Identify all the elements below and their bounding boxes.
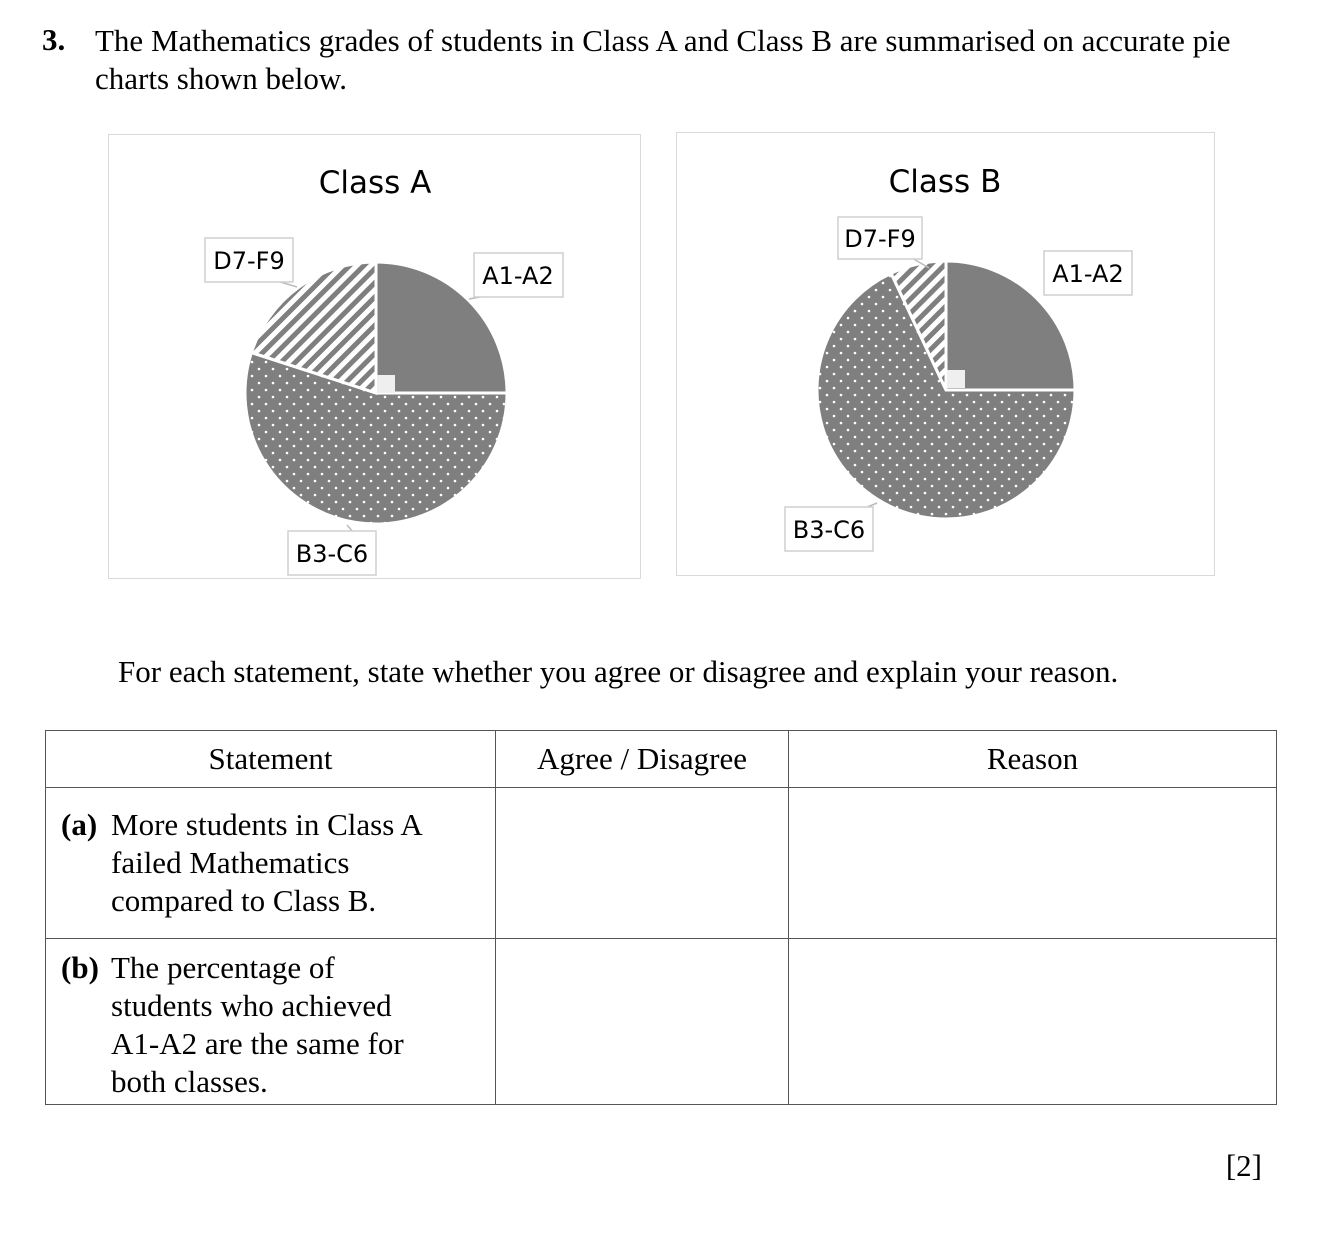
agree-disagree-cell[interactable] <box>496 788 789 939</box>
table-header-row <box>46 731 1277 788</box>
slice-label: B3-C6 <box>295 540 369 568</box>
statement-text: More students in Class A failed Mathematics compared to Class B. <box>111 807 422 918</box>
pie-center-marker <box>947 370 965 388</box>
question-text: The Mathematics grades of students in Class A and Class B are summarised on accurate pie charts shown below. <box>95 23 1231 96</box>
instruction-text: For each statement, state whether you agree or disagree and explain your reason. <box>118 654 1119 689</box>
statements-table <box>45 730 1277 1105</box>
slice-label: D7-F9 <box>844 225 916 253</box>
class-a-pie-svg <box>109 135 640 578</box>
table-row <box>46 788 1277 939</box>
header-agree-disagree: Agree / Disagree <box>496 731 789 788</box>
slice-label: D7-F9 <box>213 247 285 275</box>
class-a-chart <box>108 134 641 579</box>
class-b-chart <box>676 132 1215 576</box>
statement-cell <box>46 788 496 939</box>
pie-center-marker <box>377 375 395 393</box>
class-b-pie-svg <box>677 133 1214 575</box>
header-statement: Statement <box>46 731 496 788</box>
reason-cell[interactable] <box>789 939 1277 1105</box>
label-a1-a2 <box>474 253 563 297</box>
question-number: 3. <box>42 22 66 57</box>
statement-label: (a) <box>61 807 98 842</box>
statement-text: The percentage of students who achieved A1-A2 are the same for both classes. <box>111 950 404 1099</box>
header-reason: Reason <box>789 731 1277 788</box>
reason-cell[interactable] <box>789 788 1277 939</box>
chart-title: Class B <box>888 164 1002 200</box>
table-row <box>46 939 1277 1105</box>
label-b3-c6 <box>785 507 873 551</box>
label-d7-f9 <box>838 217 922 259</box>
label-a1-a2 <box>1044 251 1132 295</box>
label-d7-f9 <box>205 238 293 282</box>
slice-label: A1-A2 <box>1052 260 1124 288</box>
statement-label: (b) <box>61 950 99 985</box>
slice-label: A1-A2 <box>482 262 554 290</box>
agree-disagree-cell[interactable] <box>496 939 789 1105</box>
slice-label: B3-C6 <box>792 516 866 544</box>
label-b3-c6 <box>288 531 376 575</box>
chart-title: Class A <box>318 165 432 201</box>
statement-cell <box>46 939 496 1105</box>
marks-allocation: [2] <box>1225 1148 1262 1183</box>
